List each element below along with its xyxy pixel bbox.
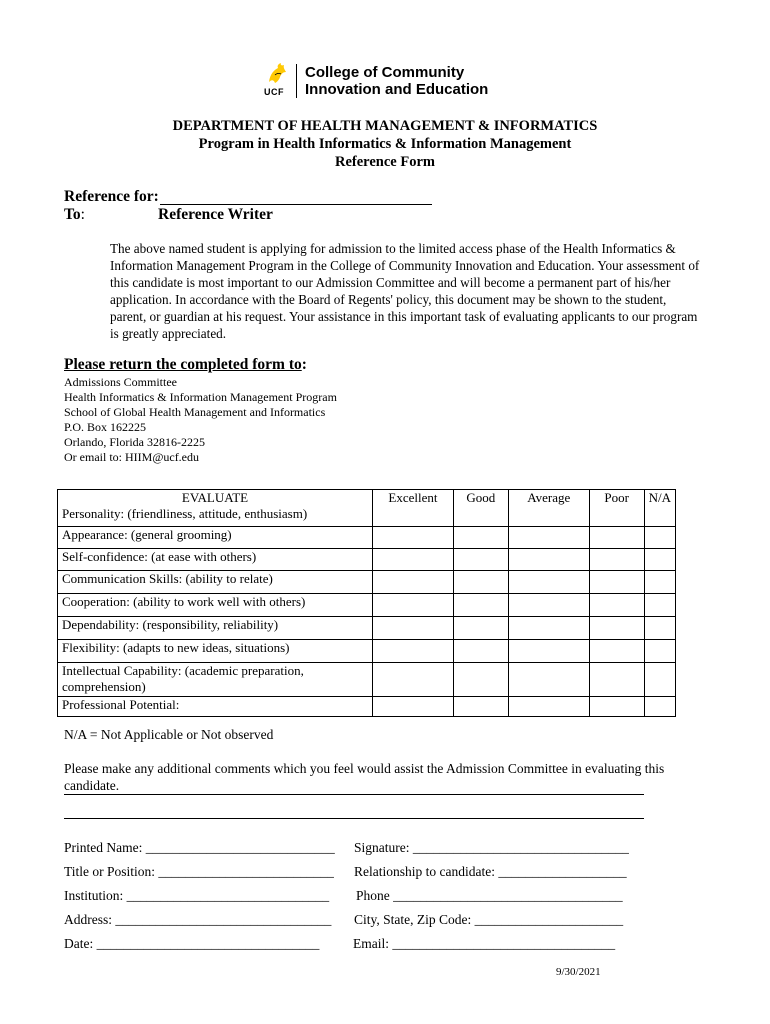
rating-box[interactable] [373, 549, 454, 571]
address-line: School of Global Health Management and Informatics [64, 405, 326, 419]
criteria-label: Appearance: (general grooming) [58, 527, 373, 549]
rating-header-good: Good [453, 490, 508, 527]
criteria-label: Personality: (friendliness, attitude, enthusiasm) [62, 506, 308, 521]
rating-box[interactable] [453, 663, 508, 697]
institution-field[interactable]: Institution: ______________________________ [64, 888, 330, 903]
criteria-label: Cooperation: (ability to work well with others) [58, 594, 373, 617]
table-row [58, 527, 676, 549]
criteria-label: Communication Skills: (ability to relate) [58, 571, 373, 594]
rating-box[interactable] [373, 617, 454, 640]
rating-box[interactable] [453, 527, 508, 549]
rating-header-excellent: Excellent [373, 490, 454, 527]
rating-box[interactable] [508, 527, 589, 549]
address-email: Or email to: HIIM@ucf.edu [64, 450, 200, 464]
rating-box[interactable] [644, 571, 675, 594]
criteria-label: Self-confidence: (at ease with others) [58, 549, 373, 571]
na-note: N/A = Not Applicable or Not observed [64, 727, 274, 742]
rating-box[interactable] [644, 697, 675, 717]
address-line: P.O. Box 162225 [64, 420, 147, 434]
rating-box[interactable] [644, 549, 675, 571]
rating-box[interactable] [644, 640, 675, 663]
rating-box[interactable] [508, 571, 589, 594]
rating-box[interactable] [589, 617, 644, 640]
ucf-wordmark: UCF [264, 87, 284, 97]
table-row [58, 697, 676, 717]
rating-header-poor: Poor [589, 490, 644, 527]
rating-box[interactable] [373, 640, 454, 663]
email-field[interactable]: Email: _________________________________ [353, 936, 616, 951]
rating-box[interactable] [589, 697, 644, 717]
rating-header-na: N/A [644, 490, 675, 527]
rating-box[interactable] [373, 663, 454, 697]
reference-for-label: Reference for: [64, 188, 159, 205]
return-address [64, 375, 337, 465]
rating-box[interactable] [589, 527, 644, 549]
rating-box[interactable] [644, 663, 675, 697]
rating-box[interactable] [373, 697, 454, 717]
table-row [58, 594, 676, 617]
revision-date: 9/30/2021 [556, 966, 601, 978]
rating-box[interactable] [589, 663, 644, 697]
relationship-field[interactable]: Relationship to candidate: ___________________ [354, 864, 627, 879]
address-line: Admissions Committee [64, 375, 178, 389]
return-heading: Please return the completed form to: [64, 356, 307, 373]
criteria-label: Flexibility: (adapts to new ideas, situations) [58, 640, 373, 663]
rating-box[interactable] [508, 640, 589, 663]
title-position-field[interactable]: Title or Position: __________________________ [64, 864, 334, 879]
comments-prompt: Please make any additional comments which you feel would assist the Admission Committee in evaluating this candidate. [64, 761, 665, 793]
address-line: Health Informatics & Information Management Program [64, 390, 337, 404]
evaluation-table [57, 489, 676, 717]
rating-box[interactable] [589, 549, 644, 571]
rating-box[interactable] [508, 697, 589, 717]
table-row [58, 549, 676, 571]
phone-field[interactable]: Phone __________________________________ [356, 888, 623, 903]
rating-box[interactable] [644, 594, 675, 617]
intro-paragraph: The above named student is applying for admission to the limited access phase of the Health Informatics & Information Management Program in the College of Community Innovation and Education. Your assessment of this candidate is most important to our Admission Committee and will become a permanent part of his/her application. In accordance with the Board of Regents' policy, this document may be shown to the student, parent, or guardian at his request. Your assistance in this important task of evaluating applicants to our program is greatly appreciated. [110, 241, 700, 341]
comments-line[interactable] [64, 818, 644, 819]
rating-box[interactable] [453, 697, 508, 717]
department-title: DEPARTMENT OF HEALTH MANAGEMENT & INFORMATICS [172, 118, 598, 134]
criteria-label: Professional Potential: [58, 697, 373, 717]
rating-box[interactable] [589, 571, 644, 594]
rating-box[interactable] [589, 640, 644, 663]
rating-box[interactable] [453, 549, 508, 571]
rating-box[interactable] [453, 617, 508, 640]
rating-box[interactable] [373, 571, 454, 594]
criteria-cell [58, 490, 373, 527]
rating-box[interactable] [589, 594, 644, 617]
rating-box[interactable] [453, 594, 508, 617]
rating-box[interactable] [508, 663, 589, 697]
criteria-label: Intellectual Capability: (academic preparation, comprehension) [58, 663, 373, 697]
comments-line[interactable] [64, 794, 644, 795]
rating-box[interactable] [644, 617, 675, 640]
to-label: To: [64, 206, 85, 223]
table-row [58, 640, 676, 663]
rating-box[interactable] [373, 594, 454, 617]
reference-for-field[interactable] [160, 204, 432, 205]
rating-box[interactable] [373, 527, 454, 549]
rating-box[interactable] [453, 640, 508, 663]
logo-college-line1: College of Community [305, 64, 465, 81]
table-row [58, 490, 676, 527]
rating-box[interactable] [644, 527, 675, 549]
program-title: Program in Health Informatics & Information Management [198, 136, 572, 152]
rating-box[interactable] [453, 571, 508, 594]
evaluate-header: EVALUATE [181, 490, 249, 505]
date-field[interactable]: Date: _________________________________ [64, 936, 320, 951]
rating-header-average: Average [508, 490, 589, 527]
logo-college-line2: Innovation and Education [305, 81, 489, 98]
address-line: Orlando, Florida 32816-2225 [64, 435, 205, 449]
address-field[interactable]: Address: ________________________________ [64, 912, 332, 927]
form-title: Reference Form [335, 154, 435, 170]
table-row [58, 617, 676, 640]
rating-box[interactable] [508, 617, 589, 640]
table-row [58, 663, 676, 697]
city-state-zip-field[interactable]: City, State, Zip Code: ______________________ [354, 912, 624, 927]
printed-name-field[interactable]: Printed Name: ____________________________ [64, 840, 335, 855]
criteria-label: Dependability: (responsibility, reliability) [58, 617, 373, 640]
rating-box[interactable] [508, 549, 589, 571]
table-row [58, 571, 676, 594]
to-value: Reference Writer [158, 206, 273, 223]
college-logo [262, 60, 512, 104]
pegasus-icon [266, 62, 288, 84]
rating-box[interactable] [508, 594, 589, 617]
logo-divider [296, 64, 297, 98]
signature-field[interactable]: Signature: ________________________________ [354, 840, 629, 855]
